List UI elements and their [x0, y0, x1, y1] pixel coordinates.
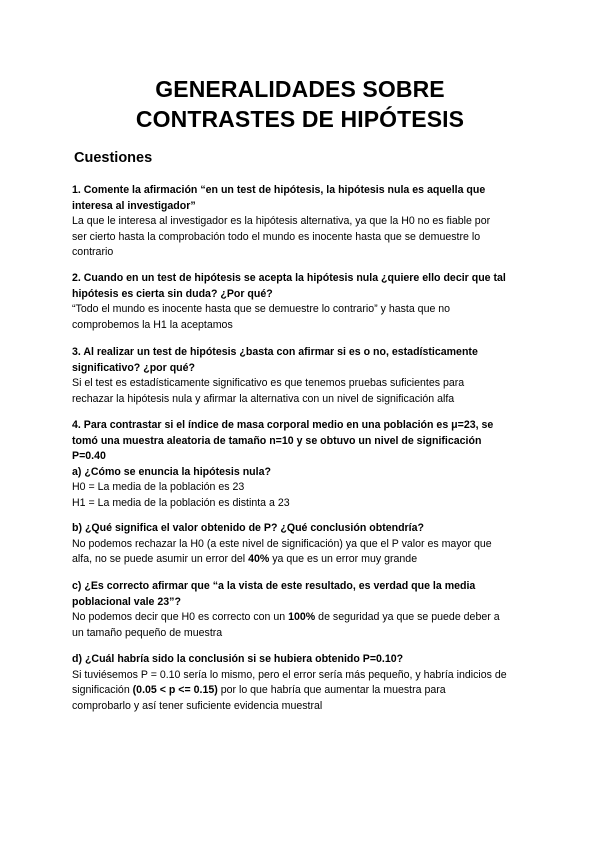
question-4-line-1: 4. Para contrastar si el índice de masa corporal medio en una población es μ=23, se: [72, 419, 494, 431]
title-line-2: CONTRASTES DE HIPÓTESIS: [135, 106, 465, 132]
answer-d-line-2-post: por lo que habría que aumentar la muestra para: [217, 684, 446, 697]
answer-d-line-2: [72, 683, 532, 699]
question-4-line-3: P=0.40: [72, 450, 106, 463]
answer-b-percent: 40%: [248, 553, 270, 566]
subquestion-d: d) ¿Cuál habría sido la conclusión si se hubiera obtenido P=0.10?: [72, 653, 404, 665]
answer-c-line-1-post: de seguridad ya que se puede deber a: [315, 611, 500, 624]
answer-b-line-1: No podemos rechazar la H0 (a este nivel de significación) ya que el P valor es mayor que: [72, 537, 492, 550]
question-1-line-1: 1. Comente la afirmación “en un test de hipótesis, la hipótesis nula es aquella que: [72, 184, 486, 196]
title-line-1: GENERALIDADES SOBRE: [155, 76, 445, 102]
subquestion-d-block: [72, 652, 532, 714]
answer-d-range: (0.05 < p <= 0.15): [132, 684, 218, 697]
subquestion-a: a) ¿Cómo se enuncia la hipótesis nula?: [72, 465, 271, 478]
answer-c-line-1-pre: No podemos decir que H0 es correcto con un: [72, 611, 289, 624]
question-3-line-1: 3. Al realizar un test de hipótesis ¿basta con afirmar si es o no, estadísticamente: [72, 346, 478, 358]
answer-3-line-2: rechazar la hipótesis nula y afirmar la alternativa con un nivel de significación alfa: [72, 392, 455, 405]
answer-2-line-2: comprobemos la H1 la aceptamos: [72, 318, 233, 331]
question-2-line-1: 2. Cuando en un test de hipótesis se acepta la hipótesis nula ¿quiere ello decir que tal: [72, 272, 506, 284]
question-1-line-2: interesa al investigador”: [72, 199, 196, 212]
answer-a-line-1: H0 = La media de la población es 23: [72, 481, 245, 494]
answer-a-line-2: H1 = La media de la población es distinta a 23: [72, 496, 290, 509]
answer-1-line-2: ser cierto hasta la comprobación todo el mundo es inocente hasta que se demuestre lo: [72, 230, 481, 243]
question-3-line-2: significativo? ¿por qué?: [72, 361, 196, 374]
answer-1-line-3: contrario: [72, 246, 114, 259]
section-heading: Cuestiones: [74, 150, 153, 166]
question-4-line-2: tomó una muestra aleatoria de tamaño n=10 y se obtuvo un nivel de significación: [72, 434, 482, 447]
page-title: [0, 74, 600, 134]
answer-b-line-2: [72, 552, 532, 568]
answer-b-line-2-post: ya que es un error muy grande: [269, 553, 418, 566]
subquestion-c-line-1: c) ¿Es correcto afirmar que “a la vista de este resultado, es verdad que la media: [72, 580, 476, 592]
question-2-line-2: hipótesis es cierta sin duda? ¿Por qué?: [72, 287, 273, 300]
answer-d-line-1: Si tuviésemos P = 0.10 sería lo mismo, pero el error sería más pequeño, y habría indicios de: [72, 668, 507, 681]
answer-c-percent: 100%: [288, 611, 316, 624]
answer-d-line-3: comprobarlo y así tener suficiente evidencia muestral: [72, 699, 323, 712]
subquestion-c-block: [72, 579, 532, 641]
answer-c-line-1: [72, 610, 532, 626]
subquestion-b: b) ¿Qué significa el valor obtenido de P? ¿Qué conclusión obtendría?: [72, 522, 424, 534]
answer-b-line-2-pre: alfa, no se puede asumir un error del: [72, 553, 249, 566]
answer-2-line-1: “Todo el mundo es inocente hasta que se demuestre lo contrario” y hasta que no: [72, 303, 451, 316]
answer-d-line-2-pre: significación: [72, 684, 133, 697]
question-3-block: [72, 345, 532, 407]
question-2-block: [72, 271, 532, 333]
subquestion-b-block: [72, 521, 532, 568]
question-4-block: [72, 418, 532, 512]
answer-c-line-2: un tamaño pequeño de muestra: [72, 626, 223, 639]
question-1-block: [72, 183, 532, 261]
subquestion-c-line-2: poblacional vale 23”?: [72, 595, 181, 608]
answer-1-line-1: La que le interesa al investigador es la hipótesis alternativa, ya que la H0 no es fiable por: [72, 215, 491, 228]
answer-3-line-1: Si el test es estadísticamente significativo es que tenemos pruebas suficientes para: [72, 377, 465, 390]
